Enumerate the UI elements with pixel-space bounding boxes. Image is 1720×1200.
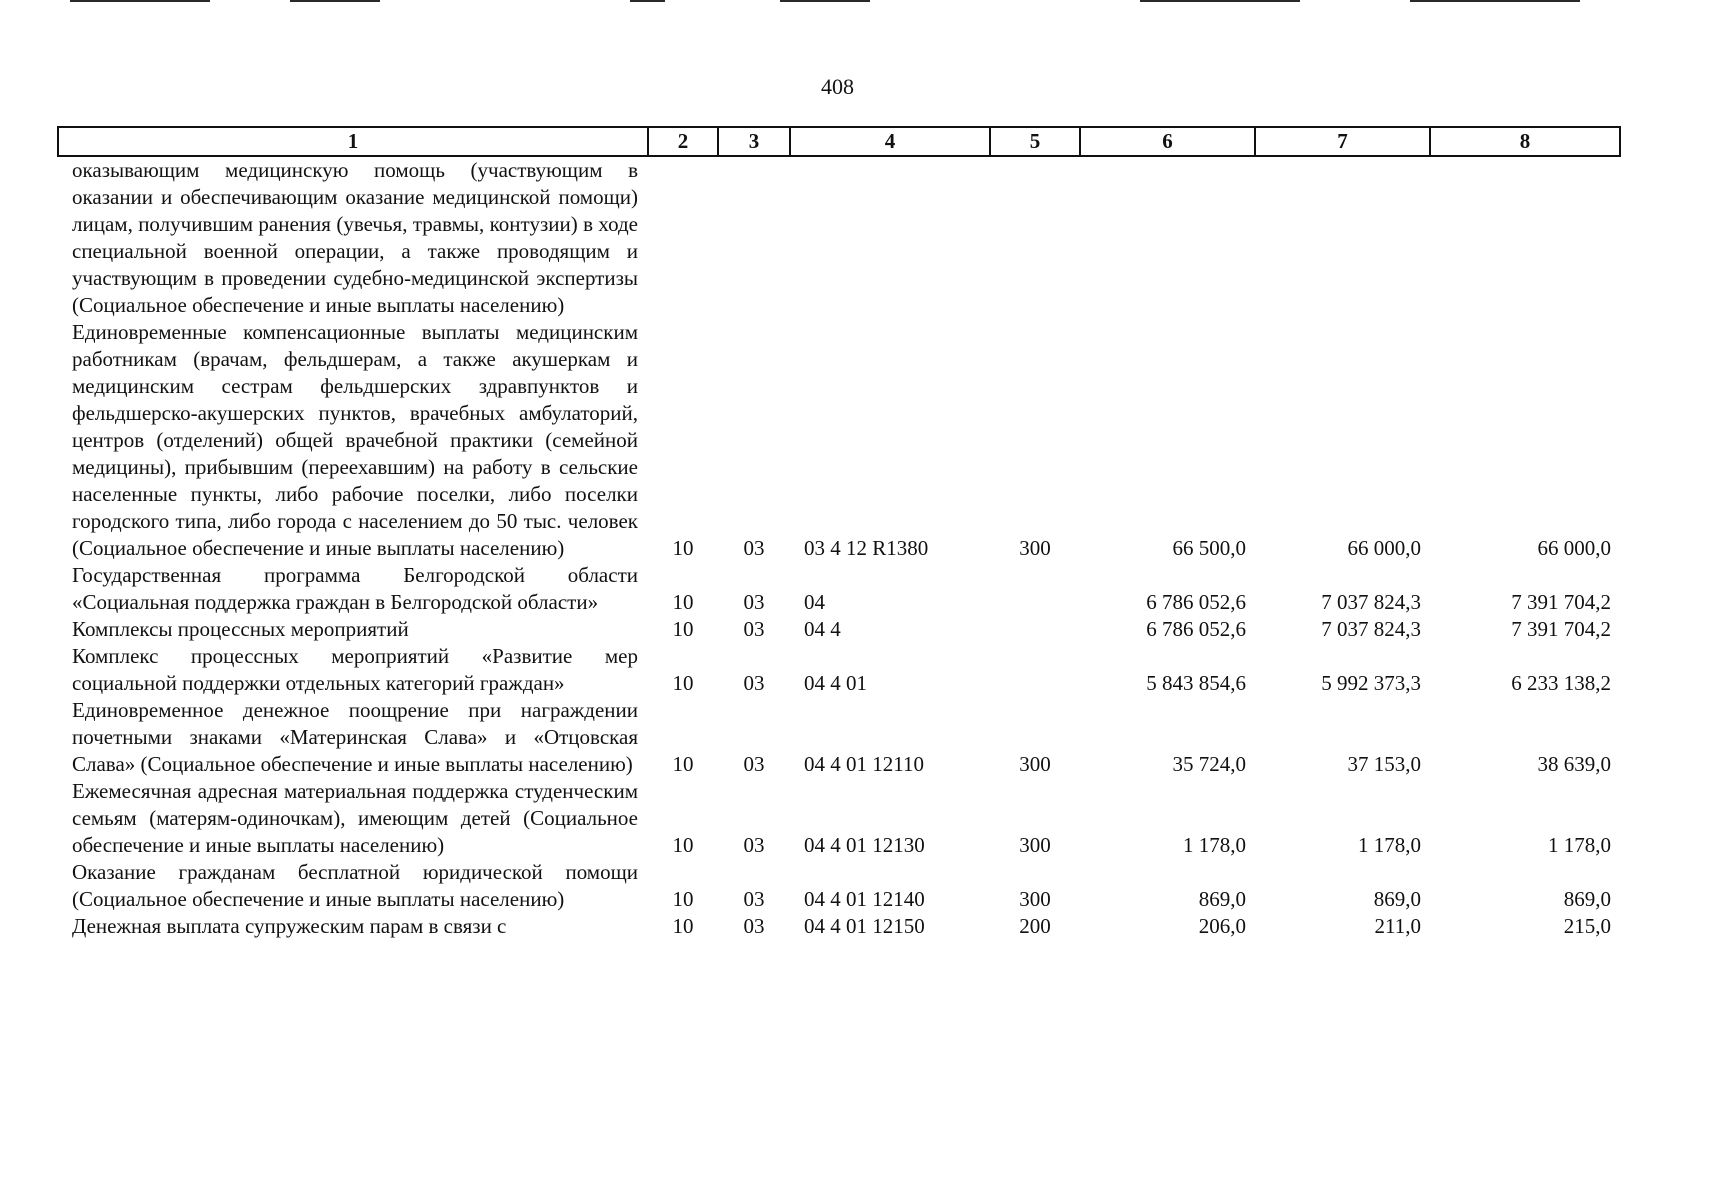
row-name: Комплекс процессных мероприятий «Развитие мер социальной поддержки отдельных категорий граждан»	[72, 644, 638, 695]
row-subsection: 03	[743, 752, 765, 776]
row-amount-year2: 37 153,0	[1347, 752, 1421, 776]
row-target-article: 04	[804, 590, 825, 614]
table-row	[58, 913, 1620, 940]
row-expense-type	[990, 643, 1080, 697]
row-amount-year2: 7 037 824,3	[1321, 590, 1421, 614]
budget-table-container	[57, 126, 1621, 940]
row-section: 10	[672, 617, 694, 641]
row-subsection	[718, 156, 790, 319]
row-amount-year3: 7 391 704,2	[1511, 590, 1611, 614]
row-section: 10	[672, 590, 694, 614]
row-amount-year3: 7 391 704,2	[1511, 617, 1611, 641]
row-subsection: 03	[743, 887, 765, 911]
row-amount-year3: 869,0	[1563, 887, 1611, 911]
row-amount-year1: 35 724,0	[1172, 752, 1246, 776]
row-subsection: 03	[743, 671, 765, 695]
row-amount-year3: 38 639,0	[1537, 752, 1611, 776]
scan-artifact	[290, 0, 380, 2]
scan-artifact	[630, 0, 665, 2]
header-cell: 6	[1080, 127, 1255, 156]
row-amount-year1: 869,0	[1198, 887, 1246, 911]
row-subsection: 03	[743, 590, 765, 614]
row-subsection: 03	[743, 617, 765, 641]
row-name: Единовременные компенсационные выплаты медицинским работникам (врачам, фельдшерам, а также акушеркам и медицинским сестрам фельдшерских здравпунктов и фельдшерско-акушерских пунктов, врачебных амбулаторий, центров (отделений) общей врачебной практики (семейной медицины), прибывшим (переехавшим) на работу в сельские населенные пункты, либо рабочие поселки, либо поселки городского типа, либо города с населением до 50 тыс. человек (Социальное обеспечение и иные выплаты населению)	[72, 320, 638, 560]
row-target-article: 04 4 01 12140	[804, 887, 925, 911]
row-expense-type	[990, 562, 1080, 616]
header-cell: 7	[1255, 127, 1430, 156]
row-expense-type: 300	[1019, 752, 1051, 776]
row-amount-year2: 66 000,0	[1347, 536, 1421, 560]
row-target-article: 04 4 01 12130	[804, 833, 925, 857]
row-subsection: 03	[743, 536, 765, 560]
row-subsection: 03	[743, 914, 765, 938]
row-target-article: 04 4 01	[804, 671, 867, 695]
row-amount-year1: 206,0	[1198, 914, 1246, 938]
header-cell: 4	[790, 127, 990, 156]
row-section: 10	[672, 536, 694, 560]
row-amount-year1: 66 500,0	[1172, 536, 1246, 560]
row-name: Комплексы процессных мероприятий	[72, 617, 409, 641]
header-row	[58, 127, 1620, 156]
scan-artifact	[1140, 0, 1300, 2]
row-name: Единовременное денежное поощрение при награждении почетными знаками «Материнская Слава» и «Отцовская Слава» (Социальное обеспечение и иные выплаты населению)	[72, 698, 638, 776]
header-cell: 2	[648, 127, 718, 156]
row-expense-type: 200	[1019, 914, 1051, 938]
table-row	[58, 616, 1620, 643]
row-target-article: 04 4 01 12150	[804, 914, 925, 938]
table-row	[58, 156, 1620, 319]
row-section	[648, 156, 718, 319]
row-amount-year2: 1 178,0	[1358, 833, 1421, 857]
header-cell: 1	[58, 127, 648, 156]
table-row	[58, 319, 1620, 562]
budget-table	[57, 126, 1621, 940]
row-amount-year1: 6 786 052,6	[1146, 617, 1246, 641]
row-amount-year1: 5 843 854,6	[1146, 671, 1246, 695]
table-row	[58, 562, 1620, 616]
row-expense-type: 300	[1019, 887, 1051, 911]
row-expense-type	[990, 156, 1080, 319]
row-target-article: 03 4 12 R1380	[804, 536, 929, 560]
header-cell: 5	[990, 127, 1080, 156]
row-amount-year2: 7 037 824,3	[1321, 617, 1421, 641]
row-expense-type: 300	[1019, 833, 1051, 857]
row-amount-year1: 1 178,0	[1183, 833, 1246, 857]
row-expense-type	[990, 616, 1080, 643]
row-target-article	[790, 156, 990, 319]
row-amount-year2: 211,0	[1374, 914, 1421, 938]
row-section: 10	[672, 752, 694, 776]
row-name: Оказание гражданам бесплатной юридической помощи (Социальное обеспечение и иные выплаты населению)	[72, 860, 638, 911]
row-amount-year3	[1430, 156, 1620, 319]
table-row	[58, 859, 1620, 913]
row-amount-year3: 1 178,0	[1548, 833, 1611, 857]
scan-artifact	[780, 0, 870, 2]
scan-artifact	[70, 0, 210, 2]
row-name: оказывающим медицинскую помощь (участвующим в оказании и обеспечивающим оказание медицинской помощи) лицам, получившим ранения (увечья, травмы, контузии) в ходе специальной военной операции, а также проводящим и участвующим в проведении судебно-медицинской экспертизы (Социальное обеспечение и иные выплаты населению)	[72, 158, 638, 317]
row-section: 10	[672, 887, 694, 911]
row-section: 10	[672, 914, 694, 938]
row-name: Денежная выплата супружеским парам в связи с	[72, 914, 507, 938]
scan-artifact	[1410, 0, 1580, 2]
row-amount-year2: 869,0	[1373, 887, 1421, 911]
row-section: 10	[672, 833, 694, 857]
row-target-article: 04 4 01 12110	[804, 752, 924, 776]
row-amount-year2: 5 992 373,3	[1321, 671, 1421, 695]
row-subsection: 03	[743, 833, 765, 857]
header-cell: 8	[1430, 127, 1620, 156]
row-amount-year1	[1080, 156, 1255, 319]
row-amount-year3: 6 233 138,2	[1511, 671, 1611, 695]
row-name: Ежемесячная адресная материальная поддержка студенческим семьям (матерям-одиночкам), имеющим детей (Социальное обеспечение и иные выплаты населению)	[72, 779, 638, 857]
table-row	[58, 697, 1620, 778]
header-cell: 3	[718, 127, 790, 156]
row-target-article: 04 4	[804, 617, 841, 641]
row-name: Государственная программа Белгородской области «Социальная поддержка граждан в Белгородской области»	[72, 563, 638, 614]
table-row	[58, 778, 1620, 859]
table-row	[58, 643, 1620, 697]
row-amount-year3: 66 000,0	[1537, 536, 1611, 560]
row-amount-year3: 215,0	[1563, 914, 1611, 938]
row-amount-year1: 6 786 052,6	[1146, 590, 1246, 614]
row-amount-year2	[1255, 156, 1430, 319]
row-section: 10	[672, 671, 694, 695]
page-number: 408	[821, 74, 854, 99]
row-expense-type: 300	[1019, 536, 1051, 560]
